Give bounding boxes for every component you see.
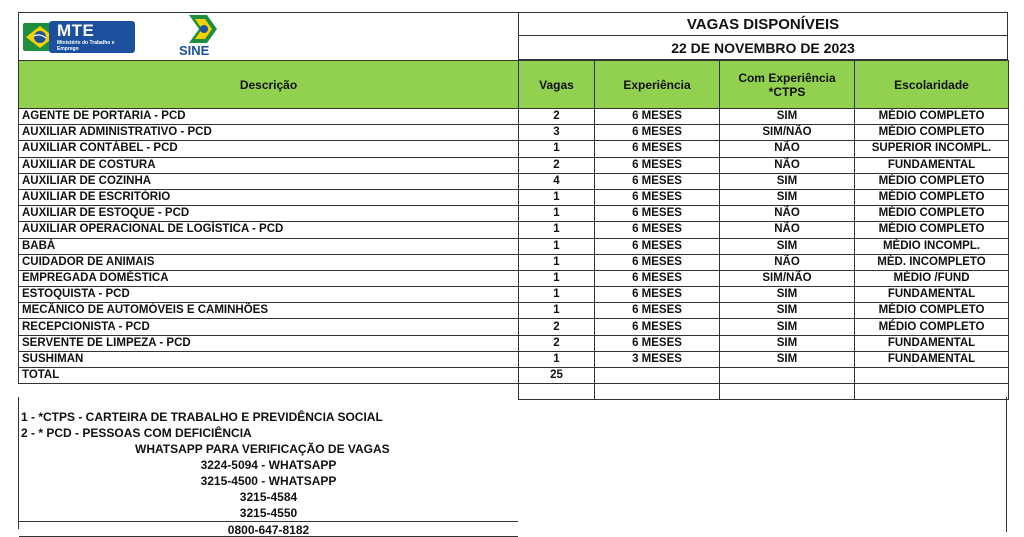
cell-experiencia: 3 MESES xyxy=(595,351,720,367)
cell-ctps: SIM xyxy=(720,287,855,303)
cell-experiencia: 6 MESES xyxy=(595,173,720,189)
cell-experiencia: 6 MESES xyxy=(595,303,720,319)
whatsapp-title: WHATSAPP PARA VERIFICAÇÃO DE VAGAS xyxy=(135,442,390,456)
column-header-vagas: Vagas xyxy=(519,61,595,109)
cell-vagas: 1 xyxy=(519,222,595,238)
cell-vagas: 1 xyxy=(519,270,595,286)
blank-cell xyxy=(855,384,1009,400)
cell-vagas: 2 xyxy=(519,157,595,173)
table-row xyxy=(19,270,1009,286)
cell-ctps: SIM/NÃO xyxy=(720,125,855,141)
cell-escolaridade: MÉDIO COMPLETO xyxy=(855,206,1009,222)
cell-vagas: 4 xyxy=(519,173,595,189)
header xyxy=(18,12,1008,60)
table-row xyxy=(19,125,1009,141)
blank-cell xyxy=(595,384,720,400)
phone-whatsapp-1: 3224-5094 - WHATSAPP xyxy=(200,458,337,472)
cell-vagas: 2 xyxy=(519,335,595,351)
note-ctps: 1 - *CTPS - CARTEIRA DE TRABALHO E PREVIDÊNCIA SOCIAL xyxy=(21,410,383,424)
cell-ctps: NÃO xyxy=(720,206,855,222)
cell-escolaridade: FUNDAMENTAL xyxy=(855,287,1009,303)
column-header-escolaridade: Escolaridade xyxy=(855,61,1009,109)
phone-whatsapp-2: 3215-4500 - WHATSAPP xyxy=(200,474,337,488)
cell-vagas: 2 xyxy=(519,109,595,125)
table-row xyxy=(19,351,1009,367)
cell-ctps: SIM xyxy=(720,335,855,351)
table-row xyxy=(19,287,1009,303)
cell-vagas: 3 xyxy=(519,125,595,141)
cell-experiencia: 6 MESES xyxy=(595,270,720,286)
cell-descricao: MECÂNICO DE AUTOMÓVEIS E CAMINHÕES xyxy=(19,303,519,319)
cell-escolaridade: FUNDAMENTAL xyxy=(855,157,1009,173)
cell-experiencia xyxy=(595,368,720,384)
notes-section xyxy=(18,397,518,537)
cell-descricao: TOTAL xyxy=(19,368,519,384)
cell-ctps: SIM xyxy=(720,189,855,205)
cell-experiencia: 6 MESES xyxy=(595,254,720,270)
column-header-ctps: Com Experiência *CTPS xyxy=(720,61,855,109)
cell-ctps xyxy=(720,368,855,384)
table-row xyxy=(19,206,1009,222)
table-row xyxy=(19,319,1009,335)
cell-ctps: SIM xyxy=(720,351,855,367)
cell-experiencia: 6 MESES xyxy=(595,335,720,351)
cell-escolaridade: MÉDIO COMPLETO xyxy=(855,319,1009,335)
cell-descricao: RECEPCIONISTA - PCD xyxy=(19,319,519,335)
cell-descricao: SERVENTE DE LIMPEZA - PCD xyxy=(19,335,519,351)
cell-ctps: NÃO xyxy=(720,254,855,270)
mte-logo xyxy=(23,17,133,57)
note-pcd: 2 - * PCD - PESSOAS COM DEFICIÊNCIA xyxy=(21,426,252,440)
cell-vagas: 1 xyxy=(519,189,595,205)
table-row xyxy=(19,303,1009,319)
cell-ctps: NÃO xyxy=(720,222,855,238)
cell-escolaridade: MÉDIO COMPLETO xyxy=(855,303,1009,319)
cell-descricao: ESTOQUISTA - PCD xyxy=(19,287,519,303)
cell-escolaridade: MÉDIO COMPLETO xyxy=(855,125,1009,141)
column-header-experiencia: Experiência xyxy=(595,61,720,109)
cell-descricao: EMPREGADA DOMÉSTICA xyxy=(19,270,519,286)
cell-escolaridade: MÉDIO COMPLETO xyxy=(855,189,1009,205)
table-row xyxy=(19,173,1009,189)
cell-descricao: AUXILIAR DE ESCRITÓRIO xyxy=(19,189,519,205)
right-border xyxy=(1006,397,1007,532)
cell-escolaridade: MÉD. INCOMPLETO xyxy=(855,254,1009,270)
table-row xyxy=(19,141,1009,157)
phone-3: 3215-4584 xyxy=(239,490,298,504)
cell-escolaridade: SUPERIOR INCOMPL. xyxy=(855,141,1009,157)
cell-vagas: 1 xyxy=(519,287,595,303)
cell-vagas: 1 xyxy=(519,303,595,319)
table-row xyxy=(19,335,1009,351)
cell-vagas: 1 xyxy=(519,206,595,222)
cell-experiencia: 6 MESES xyxy=(595,109,720,125)
logo-area xyxy=(18,12,518,60)
cell-escolaridade: MÉDIO /FUND xyxy=(855,270,1009,286)
cell-escolaridade: MÉDIO COMPLETO xyxy=(855,109,1009,125)
table-row xyxy=(19,238,1009,254)
cell-descricao: AUXILIAR CONTÁBEL - PCD xyxy=(19,141,519,157)
cell-experiencia: 6 MESES xyxy=(595,189,720,205)
table-row xyxy=(19,189,1009,205)
cell-escolaridade: FUNDAMENTAL xyxy=(855,335,1009,351)
phone-4: 3215-4550 xyxy=(239,506,298,520)
vacancy-table xyxy=(18,60,1009,400)
cell-escolaridade: FUNDAMENTAL xyxy=(855,351,1009,367)
table-row xyxy=(19,222,1009,238)
cell-vagas: 1 xyxy=(519,254,595,270)
cell-vagas: 1 xyxy=(519,141,595,157)
column-header-descricao: Descrição xyxy=(19,61,519,109)
cell-escolaridade: MÉDIO INCOMPL. xyxy=(855,238,1009,254)
cell-descricao: SUSHIMAN xyxy=(19,351,519,367)
cell-ctps: SIM xyxy=(720,109,855,125)
cell-experiencia: 6 MESES xyxy=(595,157,720,173)
blank-cell xyxy=(720,384,855,400)
cell-experiencia: 6 MESES xyxy=(595,287,720,303)
mte-logo-text: MTE xyxy=(57,21,95,40)
phone-tollfree: 0800-647-8182 xyxy=(19,521,518,537)
table-row xyxy=(19,109,1009,125)
cell-ctps: NÃO xyxy=(720,157,855,173)
cell-ctps: SIM/NÃO xyxy=(720,270,855,286)
cell-descricao: CUIDADOR DE ANIMAIS xyxy=(19,254,519,270)
cell-experiencia: 6 MESES xyxy=(595,319,720,335)
cell-vagas: 2 xyxy=(519,319,595,335)
cell-descricao: AUXILIAR DE COZINHA xyxy=(19,173,519,189)
cell-experiencia: 6 MESES xyxy=(595,141,720,157)
cell-ctps: SIM xyxy=(720,173,855,189)
cell-descricao: AUXILIAR DE ESTOQUE - PCD xyxy=(19,206,519,222)
cell-experiencia: 6 MESES xyxy=(595,206,720,222)
cell-escolaridade: MÉDIO COMPLETO xyxy=(855,173,1009,189)
cell-vagas: 25 xyxy=(519,368,595,384)
sine-flag-icon xyxy=(185,15,221,43)
cell-vagas: 1 xyxy=(519,351,595,367)
cell-descricao: AGENTE DE PORTARIA - PCD xyxy=(19,109,519,125)
cell-experiencia: 6 MESES xyxy=(595,125,720,141)
blank-cell xyxy=(519,384,595,400)
sine-logo-text: SINE xyxy=(179,43,210,58)
table-header-row xyxy=(19,61,1009,109)
mte-logo-subtitle: Ministério do Trabalho e Emprego xyxy=(57,40,115,52)
cell-descricao: AUXILIAR OPERACIONAL DE LOGÍSTICA - PCD xyxy=(19,222,519,238)
cell-descricao: AUXILIAR ADMINISTRATIVO - PCD xyxy=(19,125,519,141)
cell-ctps: SIM xyxy=(720,319,855,335)
cell-descricao: BABÁ xyxy=(19,238,519,254)
cell-experiencia: 6 MESES xyxy=(595,238,720,254)
total-row xyxy=(19,368,1009,384)
table-row xyxy=(19,157,1009,173)
page-title: VAGAS DISPONÍVEIS xyxy=(518,12,1008,36)
cell-vagas: 1 xyxy=(519,238,595,254)
cell-ctps: SIM xyxy=(720,238,855,254)
cell-ctps: SIM xyxy=(720,303,855,319)
cell-descricao: AUXILIAR DE COSTURA xyxy=(19,157,519,173)
cell-ctps: NÃO xyxy=(720,141,855,157)
cell-escolaridade: MÉDIO COMPLETO xyxy=(855,222,1009,238)
table-row xyxy=(19,254,1009,270)
cell-escolaridade xyxy=(855,368,1009,384)
cell-experiencia: 6 MESES xyxy=(595,222,720,238)
page-date: 22 DE NOVEMBRO DE 2023 xyxy=(518,36,1008,60)
